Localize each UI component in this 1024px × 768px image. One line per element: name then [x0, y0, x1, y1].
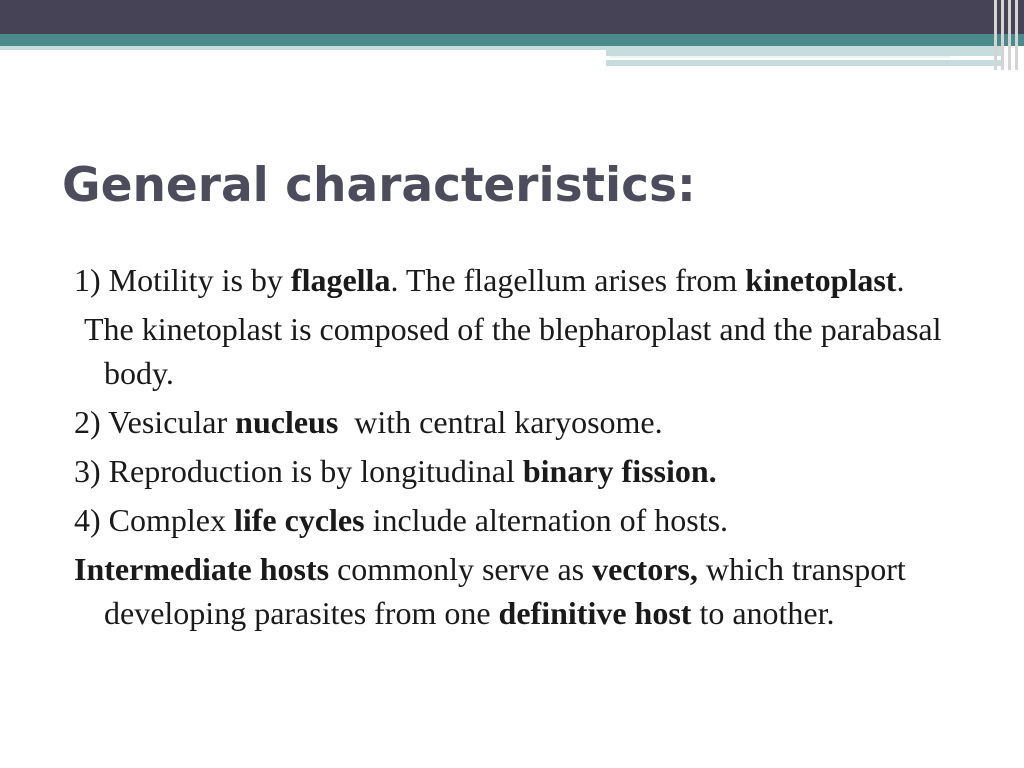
- header-stripe: [1001, 0, 1004, 70]
- header-stripe: [1008, 0, 1011, 70]
- slide-body: [74, 258, 974, 640]
- header-stripe: [1015, 0, 1018, 70]
- paragraph-kinetoplast: The kinetoplast is composed of the blepharoplast and the parabasal body.: [84, 311, 942, 391]
- header-white-line: [610, 56, 950, 58]
- header-light-line: [606, 46, 1001, 56]
- paragraph-reproduction: 3) Reproduction is by longitudinal binary fission.: [74, 453, 717, 489]
- header-teal-band: [0, 34, 1024, 46]
- paragraph-intermediate-hosts: Intermediate hosts commonly serve as vectors, which transport developing parasites from one definitive host to another.: [74, 551, 906, 631]
- paragraph-nucleus: 2) Vesicular nucleus with central karyosome.: [74, 404, 663, 440]
- slide-title: General characteristics:: [62, 158, 696, 213]
- paragraph-motility: 1) Motility is by flagella. The flagellum arises from kinetoplast.: [74, 262, 905, 298]
- header-light-line: [606, 60, 1001, 66]
- header-stripe: [994, 0, 997, 70]
- header-light-line: [0, 46, 606, 50]
- header-dark-band: [0, 0, 1024, 34]
- paragraph-life-cycles: 4) Complex life cycles include alternation of hosts.: [74, 502, 729, 538]
